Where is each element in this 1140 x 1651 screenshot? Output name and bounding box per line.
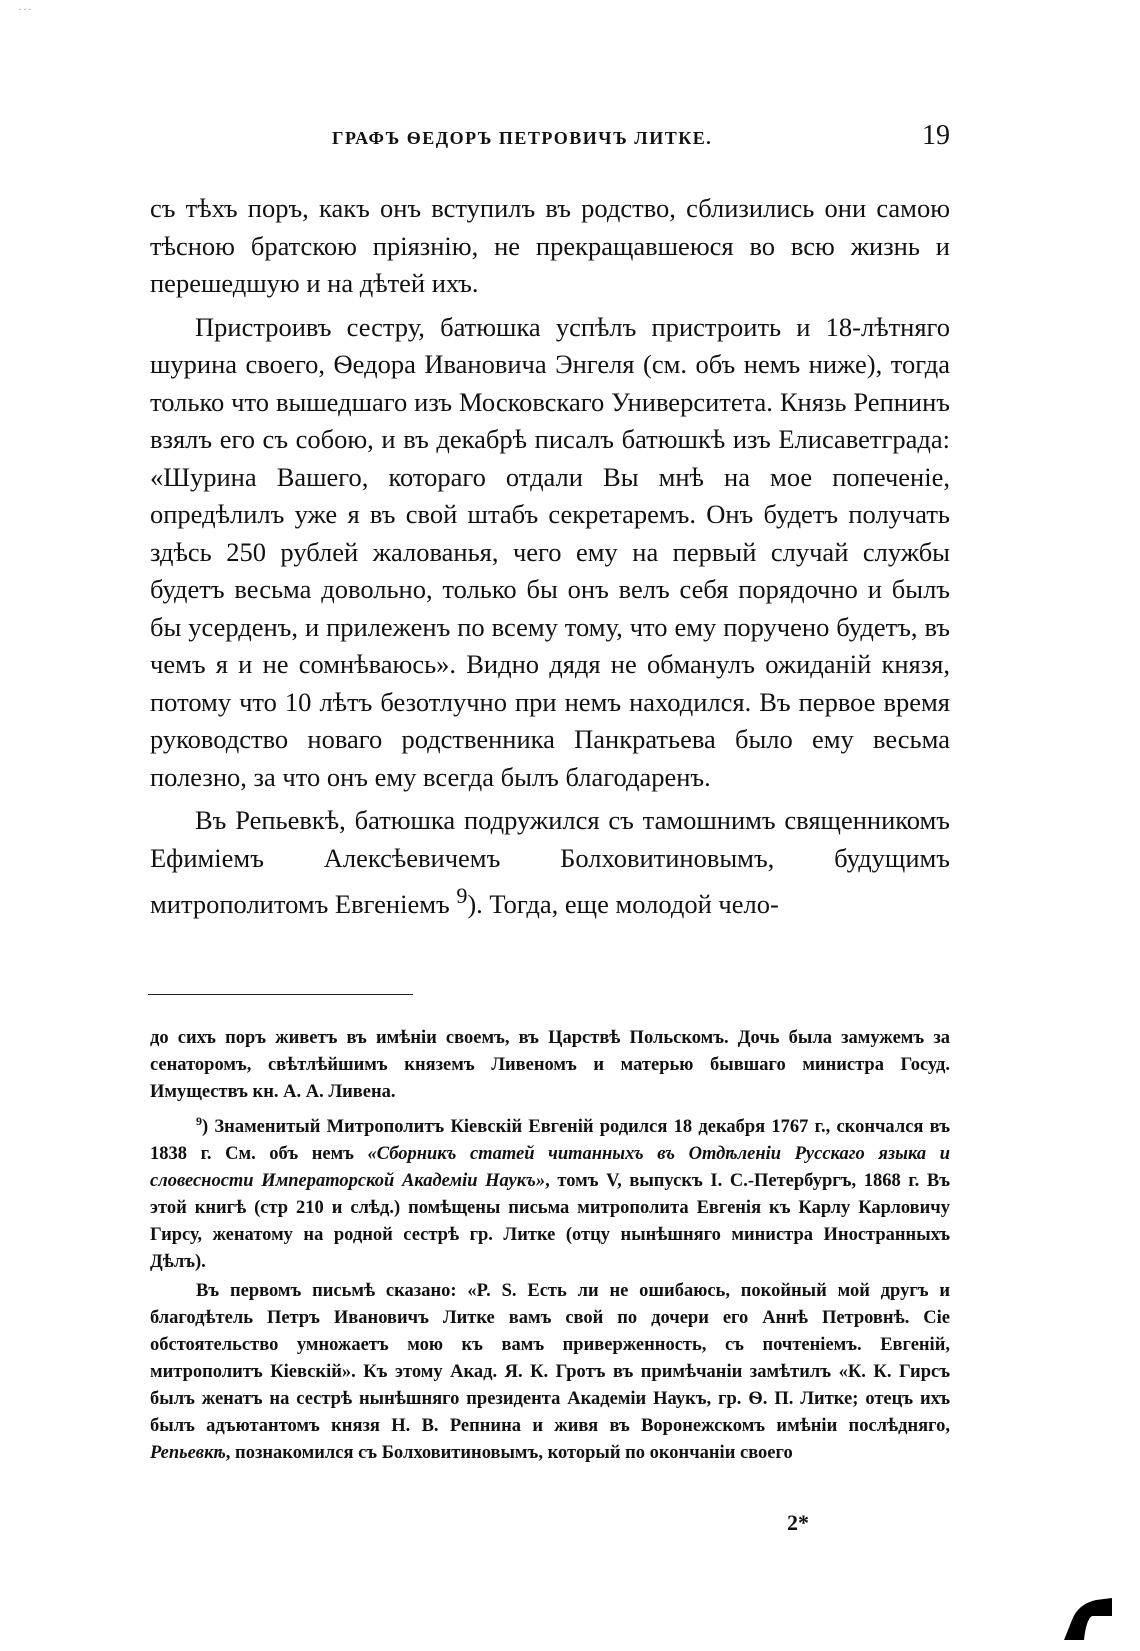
footnote-letter	[150, 1278, 950, 1467]
footnote-continuation: до сихъ поръ живетъ въ имѣніи своемъ, въ Царствѣ Польскомъ. Дочь была замужемъ за сенаторомъ, свѣтлѣйшимъ княземъ Ливеномъ и матерью бывшаго министра Госуд. Имуществъ кн. А. А. Ливена.	[150, 1028, 950, 1102]
footnote-9-number: 9	[196, 1114, 202, 1128]
footnote-9-text-end: , томъ V, выпускъ I. С.-Петербургъ, 1868 г. Въ этой книгѣ (стр 210 и слѣд.) помѣщены письма митрополита Евгенія къ Карлу Карловичу Гирсу, женатому на родной сестрѣ гр. Литке (отцу нынѣшняго министра Иностранныхъ Дѣлъ).	[150, 1171, 951, 1273]
paragraph-3-end: ). Тогда, еще молодой чело-	[467, 888, 779, 919]
footnote-divider	[148, 994, 413, 995]
footnote-ref-9: 9	[456, 883, 468, 908]
footnote-9-text: ) Знаменитый Митрополитъ Кіевскій Евгеній родился 18 декабря 1767 г., скончался въ 1838 г. См. объ немъ	[150, 1117, 950, 1165]
running-title: ГРАФЪ ѲЕДОРЪ ПЕТРОВИЧЪ ЛИТКЕ.	[332, 128, 713, 148]
signature-mark: 2*	[787, 1510, 809, 1535]
footnotes	[150, 1025, 950, 1469]
paragraph-3	[150, 802, 950, 923]
footnote-9	[150, 1108, 950, 1276]
page-number: 19	[922, 120, 950, 151]
corner-marks: ···	[18, 2, 33, 16]
scan-corner-blot	[1062, 1598, 1114, 1640]
footnote-letter-text: Въ первомъ письмѣ сказано: «P. S. Есть ли не ошибаюсь, покойный мой другъ и благодѣтель Петръ Ивановичъ Литке вамъ свой по дочери его Аннѣ Петровнѣ. Сіе обстоятельство умножаетъ мою къ вамъ приверженность, съ почтеніемъ. Евгеній, митрополитъ Кіевскій». Къ этому Акад. Я. К. Гротъ въ примѣчаніи замѣтилъ «К. К. Гирсъ былъ женатъ на сестрѣ нынѣшняго президента Академіи Наукъ, гр. Ѳ. П. Литке; отецъ ихъ былъ адъютантомъ князя Н. В. Репнина и живя въ Воронежскомъ имѣніи послѣдняго,	[150, 1281, 950, 1437]
footnote-9-title: «Сборникъ статей читанныхъ въ Отдѣленіи Русскаго языка и словесности Императорской Академіи Наукъ»	[150, 1144, 950, 1192]
paragraph-1: съ тѣхъ поръ, какъ онъ вступилъ въ родство, сблизились они самою тѣсною братскою пріязнію, не прекращавшеюся во всю жизнь и перешедшую и на дѣтей ихъ.	[150, 193, 950, 298]
main-text	[150, 190, 950, 929]
footnote-letter-italic: Репьевкѣ	[150, 1443, 226, 1464]
paragraph-2: Пристроивъ сестру, батюшка успѣлъ пристроить и 18-лѣтняго шурина своего, Ѳедора Ивановича Энгеля (см. объ немъ ниже), тогда только что вышедшаго изъ Московскаго Университета. Князь Репнинъ взялъ его съ собою, и въ декабрѣ писалъ батюшкѣ изъ Елисаветграда: «Шурина Вашего, котораго отдали Вы мнѣ на мое попеченіе, опредѣлилъ уже я въ свой штабъ секретаремъ. Онъ будетъ получать здѣсь 250 рублей жалованья, чего ему на первый случай службы будетъ весьма довольно, только бы онъ велъ себя порядочно и былъ бы усерденъ, и прилеженъ по всему тому, что ему поручено будетъ, въ чемъ я и не сомнѣваюсь». Видно дядя не обманулъ ожиданій князя, потому что 10 лѣтъ безотлучно при немъ находился. Въ первое время руководство новаго родственника Панкратьева было ему весьма полезно, за что онъ ему всегда былъ благодаренъ.	[150, 311, 950, 792]
page-header	[150, 120, 950, 164]
footnote-letter-text-end: , познакомился съ Болховитиновымъ, который по окончаніи своего	[225, 1443, 793, 1464]
paragraph-3-text: Въ Репьевкѣ, батюшка подружился съ тамошнимъ священникомъ Ефиміемъ Алексѣевичемъ Болховитиновымъ, будущимъ митрополитомъ Евгеніемъ	[150, 805, 950, 919]
